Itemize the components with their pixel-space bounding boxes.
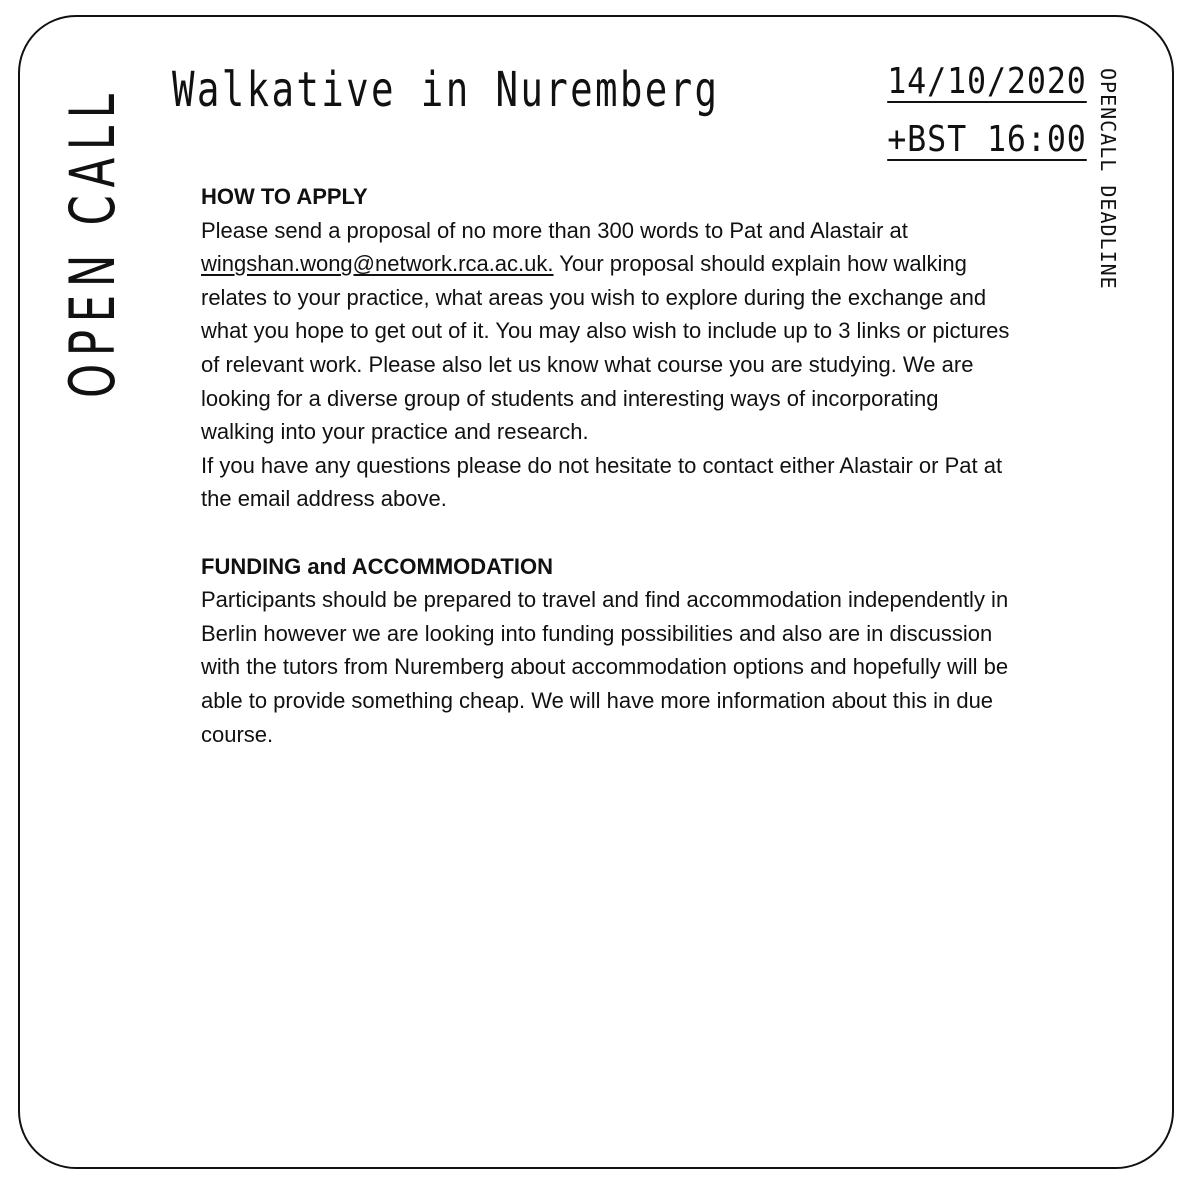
deadline-caption: OPENCALL DEADLINE <box>1096 68 1120 290</box>
how-to-apply-paragraph <box>201 214 1011 449</box>
questions-paragraph: If you have any questions please do not hesitate to contact either Alastair or Pat at the email address above. <box>201 452 1003 512</box>
deadline-time: +BST 16:00 <box>887 119 1087 160</box>
deadline-block <box>860 61 1087 180</box>
main-content <box>201 180 1011 751</box>
page-title: Walkative in Nuremberg <box>172 62 720 118</box>
deadline-date: 14/10/2020 <box>887 61 1087 102</box>
section-spacer <box>201 516 1011 550</box>
funding-paragraph: Participants should be prepared to travel and find accommodation independently in Berlin however we are looking into funding possibilities and also are in discussion with the tutors from Nuremberg about accommodation options and hopefully will be able to provide something cheap. We will have more information about this in due course. <box>201 587 1009 747</box>
how-to-apply-body: Your proposal should explain how walking relates to your practice, what areas you wish to explore during the exchange and what you hope to get out of it. You may also wish to include up to 3 links or pictures of relevant work. Please also let us know what course you are studying. We are looking for a diverse group of students and interesting ways of incorporating walking into your practice and research. <box>201 251 1010 445</box>
how-to-apply-heading: HOW TO APPLY <box>201 184 368 209</box>
how-to-apply-intro: Please send a proposal of no more than 300 words to Pat and Alastair at <box>201 217 908 243</box>
funding-section <box>201 550 1011 752</box>
how-to-apply-section <box>201 180 1011 516</box>
open-call-label: OPEN CALL <box>56 86 129 398</box>
funding-heading: FUNDING and ACCOMMODATION <box>201 553 553 579</box>
contact-email-link[interactable]: wingshan.wong@network.rca.ac.uk. <box>201 251 554 277</box>
